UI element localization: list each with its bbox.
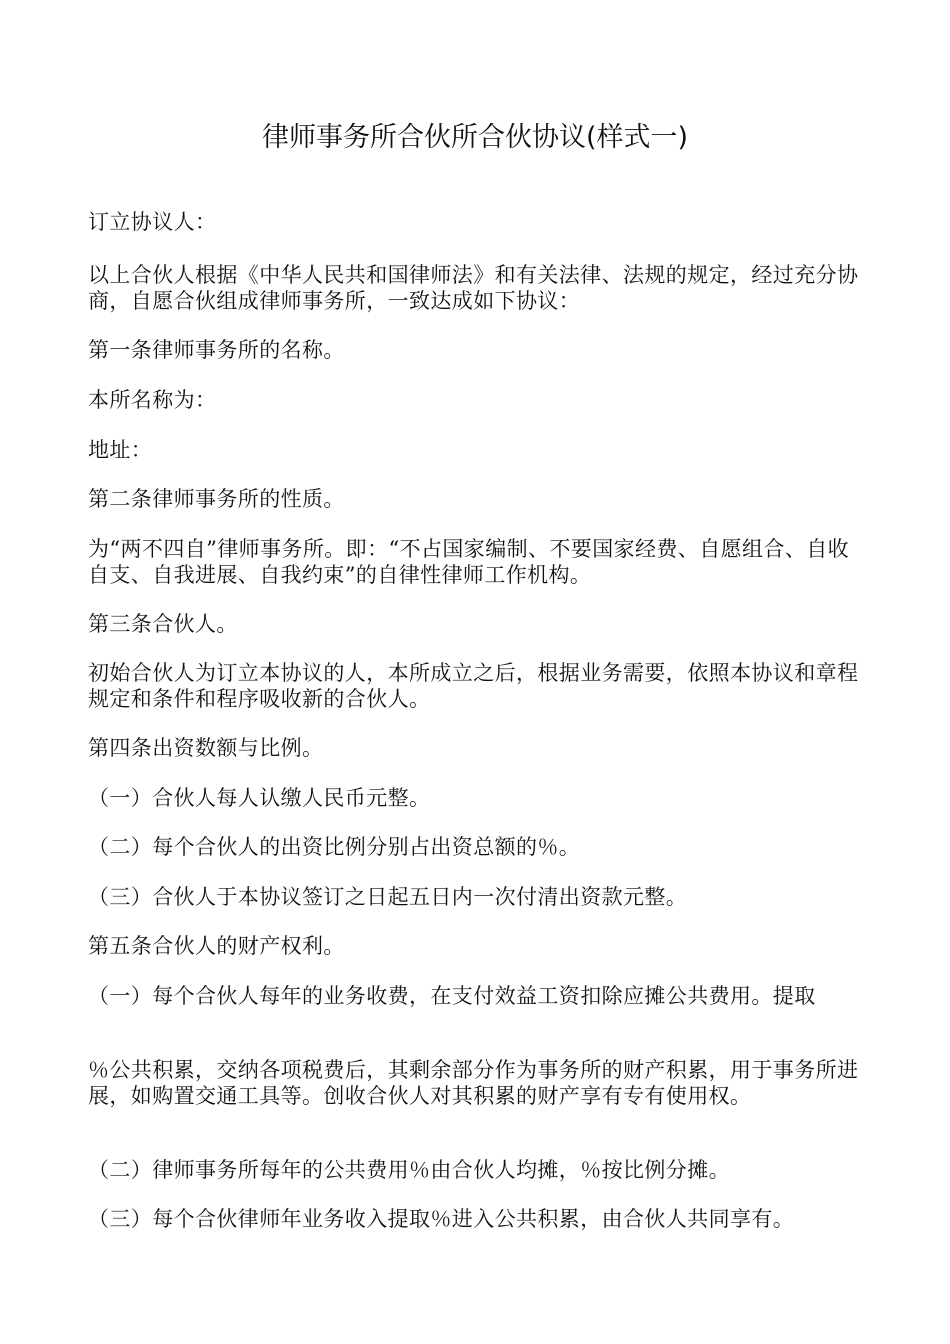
paragraph-article-5-item-3: （三）每个合伙律师年业务收入提取％进入公共积累，由合伙人共同享有。: [88, 1207, 795, 1231]
paragraph-article-1-heading: 第一条律师事务所的名称。: [88, 338, 345, 362]
paragraph-article-4-heading: 第四条出资数额与比例。: [88, 736, 324, 760]
paragraph-article-5-item-1: （一）每个合伙人每年的业务收费，在支付效益工资扣除应摊公共费用。提取: [88, 984, 816, 1008]
paragraph-parties: 订立协议人：: [88, 210, 217, 234]
paragraph-article-3-body: 初始合伙人为订立本协议的人，本所成立之后，根据业务需要，依照本协议和章程规定和条件和程序吸收新的合伙人。: [88, 661, 859, 711]
paragraph-article-2-heading: 第二条律师事务所的性质。: [88, 487, 345, 511]
paragraph-preamble: 以上合伙人根据《中华人民共和国律师法》和有关法律、法规的规定，经过充分协商，自愿合伙组成律师事务所，一致达成如下协议：: [88, 263, 859, 313]
document-title: 律师事务所合伙所合伙协议(样式一): [261, 122, 689, 153]
paragraph-firm-name: 本所名称为：: [88, 388, 217, 412]
paragraph-article-5-item-1-continued: ％公共积累，交纳各项税费后，其剩余部分作为事务所的财产积累，用于事务所进展，如购置交通工具等。创收合伙人对其积累的财产享有专有使用权。: [88, 1058, 859, 1108]
paragraph-article-5-item-2: （二）律师事务所每年的公共费用％由合伙人均摊，％按比例分摊。: [88, 1158, 730, 1182]
paragraph-article-4-item-1: （一）合伙人每人认缴人民币元整。: [88, 786, 431, 810]
paragraph-article-5-heading: 第五条合伙人的财产权利。: [88, 934, 345, 958]
paragraph-article-4-item-2: （二）每个合伙人的出资比例分别占出资总额的％。: [88, 835, 581, 859]
paragraph-article-2-body: 为“两不四自”律师事务所。即：“不占国家编制、不要国家经费、自愿组合、自收自支、自我进展、自我约束”的自律性律师工作机构。: [88, 537, 850, 587]
paragraph-article-3-heading: 第三条合伙人。: [88, 612, 238, 636]
paragraph-address: 地址：: [88, 438, 153, 462]
paragraph-article-4-item-3: （三）合伙人于本协议签订之日起五日内一次付清出资款元整。: [88, 885, 688, 909]
